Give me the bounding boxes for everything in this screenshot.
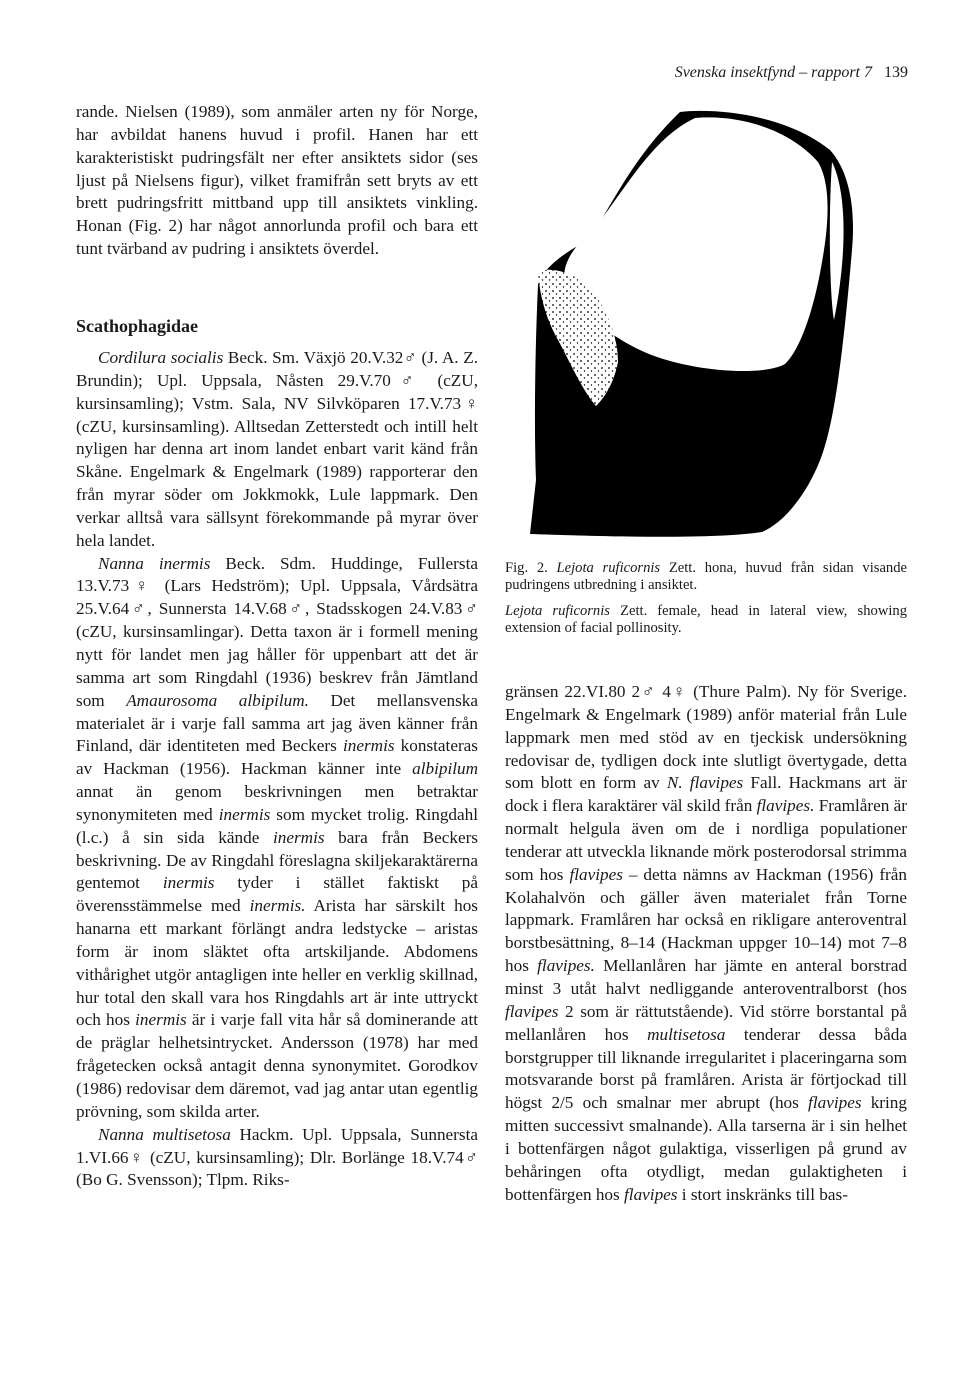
species-name: Amaurosoma albipilum.: [126, 690, 309, 710]
species-name: flavipes: [505, 1001, 559, 1021]
species-name: multisetosa: [647, 1024, 726, 1044]
paragraph-text: bara från Beckers beskrivning. De av Ringdahl föreslagna skiljekaraktärerna gentemot: [76, 827, 478, 893]
species-name: flavipes: [808, 1093, 862, 1113]
paragraph-text: tyder i stället faktiskt på överensstämmelse med: [76, 873, 478, 916]
caption-text: Zett. hona, huvud från sidan visande pudringens utbredning i ansiktet.: [505, 560, 907, 593]
paragraph-nanna-inermis: [76, 553, 478, 1124]
species-name: flavipes.: [537, 956, 595, 976]
figure-caption: [505, 560, 907, 646]
journal-title: Svenska insektfynd – rapport 7: [674, 64, 872, 81]
paragraph-text: konstateras av Hackman (1956). Hackman känner inte: [76, 736, 478, 779]
species-name: Lejota ruficornis: [556, 560, 661, 576]
paragraph-text: Mellanlåren har jämte en anteral borstrad minst 3 utåt halvt nedliggande anteroventralborst (hos: [505, 956, 907, 998]
paragraph-text: som mycket trolig. Ringdahl (l.c.) å sin sida kände: [76, 804, 479, 847]
paragraph-text: Fall. Hackmans art är dock i flera karaktärer väl skild från: [505, 773, 907, 816]
left-column-body: [76, 347, 478, 1192]
paragraph-text: i stort inskränks till bas-: [677, 1184, 848, 1204]
running-head: [600, 64, 908, 82]
species-name: Cordilura socialis: [98, 348, 224, 367]
caption-label: Fig. 2.: [505, 560, 557, 576]
paragraph-text: är i varje fall vita hår så dominerande att de präglar helhetsintrycket. Andersson (1978) har med frågetecken också antagit denna synonymitet. Gorodkov (1986) redovisar dem däremot, vad jag antar utan egentlig prövning, som skilda arter.: [76, 1010, 478, 1121]
caption-swedish: [505, 560, 907, 594]
species-name: inermis: [272, 827, 325, 847]
paragraph-text: Arista har särskilt hos hanarna ett markant förlängt andra ledstycke – aristas form är inom släktet ofta artskiljande. Abdomens vithårighet utgör antagligen inte heller en verklig skillnad, hur total den skall vara hos Ringdahls art är inte uttryckt och hos: [76, 896, 478, 1030]
paragraph-text: kring mitten successivt smalnande). Alla tarserna är i sin helhet i bottenfärgen något gulaktiga, visserligen på grund av behåringen ofta otydligt, medan gulaktigheten i bottenfärgen hos: [505, 1093, 907, 1204]
species-name: flavipes: [624, 1184, 678, 1204]
paragraph-text: annat än genom beskrivningen men betraktar synonymiteten med: [76, 782, 478, 824]
species-name: flavipes: [569, 864, 623, 884]
paragraph-text: tenderar dessa båda borstgrupper till liknande irregularitet i placeringarna som motsvarande borst på framlåren. Arista är förtjockad till högst 2/5 och smalnar mer abrupt (hos: [505, 1024, 907, 1113]
caption-text: Zett. female, head in lateral view, showing extension of facial pollinosity.: [505, 603, 908, 636]
paragraph: rande. Nielsen (1989), som anmäler arten ny för Norge, har avbildat hanens huvud i profil. Hanen har ett karakteristiskt pudringsfält ner efter ansiktets sidor (ses ljust på Nielsens figur), vilket framifrån sett bryts av ett brett pudringsfritt mittband upp till ansiktets vinkling. Honan (Fig. 2) har något annorlunda profil och bara ett tunt tvärband av pudring i ansiktets överdel.: [76, 102, 478, 259]
paragraph-text: Beck. Sdm. Huddinge, Fullersta 13.V.73♀ (Lars Hedström); Upl. Uppsala, Vårdsätra 25.V.64♂, Sunnersta 14.V.68♂, Stadsskogen 24.V.83♂ (cZU, kursinsamlingar). Detta taxon är i formell mening nytt för landet men jag håller för uppenbart att det är samma art som Ringdahl (1936) beskrev från Jämtland som: [76, 553, 478, 710]
left-column-intro: [76, 101, 478, 261]
species-name: N. flavipes: [666, 773, 744, 793]
species-name: inermis.: [249, 896, 306, 916]
species-name: inermis: [218, 804, 271, 824]
species-name: albipilum: [412, 759, 478, 779]
lateral-head-drawing: [530, 100, 910, 542]
species-name: inermis: [162, 873, 215, 893]
page-number: 139: [884, 64, 908, 81]
paragraph-text: – detta nämns av Hackman (1956) från Kolahalvön och gäller även materialet från Torne lappmark. Framlåren har också en rikligare anteroventral borstbesättning, 8–14 (Hackman uppger 10–14) mot 7–8 hos: [505, 864, 907, 976]
paragraph-text: Hackm. Upl. Uppsala, Sunnersta 1.VI.66♀ (cZU, kursinsamling); Dlr. Borlänge 18.V.74♂ (Bo G. Svensson); Tlpm. Riks-: [76, 1124, 478, 1190]
caption-english: [505, 603, 907, 637]
right-column-body: [505, 681, 907, 1206]
paragraph-text: Framlåren är normalt helgula även om de i nordliga populationer tenderar att utveckla liknande mörk posterodorsal strimma som hos: [505, 796, 907, 884]
paragraph-text: Det mellansvenska materialet är i varje fall samma art jag även känner från Finland, där identiteten med Beckers: [76, 690, 478, 756]
species-name: inermis: [135, 1010, 187, 1030]
paragraph-text: Beck. Sm. Växjö 20.V.32♂ (J. A. Z. Brundin); Upl. Uppsala, Nåsten 29.V.70♂ (cZU, kursinsamling); Vstm. Sala, NV Silvköparen 17.V.73♀ (cZU, kursinsamling). Alltsedan Zetterstedt och intill helt nyligen har denna art inom landet enbart varit känd från Skåne. Engelmark & Engelmark (1989) rapporterar den från myrar söder om Jokkmokk, Lule lappmark. Den verkar alltså vara sällsynt förekommande på myrar över hela landet.: [76, 348, 478, 550]
species-name: inermis: [342, 736, 395, 756]
species-name: flavipes.: [756, 796, 815, 816]
paragraph-text: gränsen 22.VI.80 2♂ 4♀ (Thure Palm). Ny för Sverige. Engelmark & Engelmark (1989) anför material från Lule lappmark men med stöd av en tjeckisk undersökning redovisar de, tydligen dock inte slutligt övertygade, detta som blott en form av: [505, 682, 907, 793]
paragraph-continued: [505, 681, 907, 1206]
paragraph-nanna-multisetosa: [76, 1124, 478, 1193]
figure-head-illustration: [530, 100, 910, 542]
paragraph-text: 2 som är rättutstående). Vid större borstantal på mellanlåren hos: [505, 1001, 907, 1044]
species-name: Lejota ruficornis: [505, 603, 610, 619]
species-name: Nanna multisetosa: [98, 1124, 231, 1144]
paragraph-cordilura: [76, 347, 478, 553]
species-name: Nanna inermis: [98, 553, 211, 573]
section-heading: Scathophagidae: [76, 316, 199, 336]
